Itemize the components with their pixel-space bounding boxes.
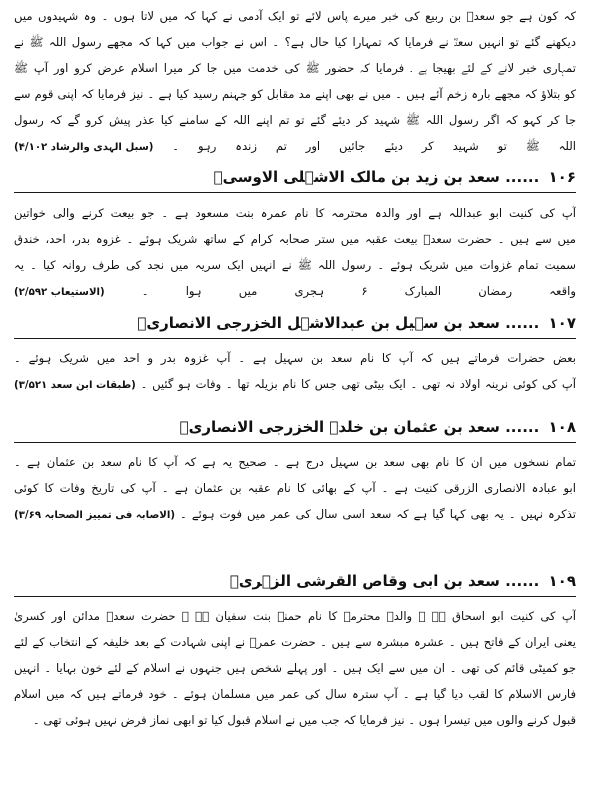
s107-last-text: آپ کی کوئی نرینہ اولاد نہ تھی ۔ ایک بیٹی تھی جس کا نام بزیلہ تھا ۔ وفات ہو گئیں ۔ — [140, 377, 576, 391]
section-title-109: سعد بن ابی وقاص القرشی الزہریؓ — [229, 572, 500, 590]
s108-reference: (الاصابہ فی تمییز الصحابہ ۳/۶۹) — [14, 510, 176, 521]
intro-line-4: کو بتلاؤ کہ مجھے بارہ زخم آئے ہیں ۔ میں نے بھی اپنے مد مقابل کو جہنم رسید کیا ہے ۔ نیز فرمایا کہ اپنی قوم سے — [14, 87, 576, 101]
section-dots: ...... — [505, 572, 540, 590]
s107-last-line — [14, 374, 576, 394]
section-number-109: ۱۰۹ — [548, 572, 576, 590]
s108-line-2: ابو عبادہ الانصاری الزرقی کنیت ہے ۔ آپ کے بھائی کا نام عقبہ بن عثمان ہے ۔ آپ کی تاریخ وفات کا کوئی — [14, 481, 576, 495]
s109-line-1: آپ کی کنیت ابو اسحاق ہے ۔ والدہ محترمہ کا نام حمنہ بنت سفیان ہے ۔ حضرت سعدؓ مدائن اور کسریٰ — [14, 609, 576, 623]
intro-line-3: تمہاری خبر لانے کے لئے بھیجا ہے ۔ فرمایا کہ حضور ﷺ کی خدمت میں جا کر میرا اسلام عرض کرو اور آپ ﷺ — [14, 61, 576, 75]
s109-line-4: فارس الاسلام کا لقب دیا گیا ہے ۔ آپ سترہ سال کی عمر میں مسلمان ہوئے ۔ خود فرماتے ہیں کہ میں اسلام — [14, 687, 576, 701]
s106-line-1: آپ کی کنیت ابو عبداللہ ہے اور والدہ محترمہ کا نام عمرہ بنت مسعود ہے ۔ جو بیعت کرنے والی خواتین — [14, 206, 576, 220]
s107-reference: (طبقات ابن سعد ۳/۵۲۱) — [14, 380, 136, 391]
section-divider — [14, 596, 576, 597]
s108-last-text: تذکرہ نہیں ۔ یہ بھی کہا گیا ہے کہ سعد اسی سال کی عمر میں فوت ہوئے ۔ — [180, 507, 576, 521]
s106-line-2: میں سے ہیں ۔ حضرت سعدؓ بیعت عقبہ میں ستر صحابہ کرام کے ساتھ شریک ہوئے ۔ غزوہ بدر، احد، خندق — [14, 232, 576, 246]
intro-last-text: اللہ ﷺ تو شہید کر دیئے جائیں اور تم زندہ رہو ۔ — [172, 139, 576, 153]
s106-last-line — [14, 281, 576, 301]
intro-last-line — [14, 136, 576, 156]
section-dots: ...... — [505, 418, 540, 436]
section-title-108: سعد بن عثمان بن خلدۃ الخزرجی الانصاریؓ — [179, 418, 500, 436]
s106-line-3: سمیت تمام غزوات میں شریک ہوئے ۔ رسول اللہ ﷺ نے انہیں ایک سریہ میں نجد کی طرف روانہ کیا ۔ یہ — [14, 258, 576, 272]
section-divider — [14, 338, 576, 339]
s107-line-1: بعض حضرات فرماتے ہیں کہ آپ کا نام سعد بن سہیل ہے ۔ آپ غزوہ بدر و احد میں شریک ہوئے ۔ — [14, 351, 576, 365]
section-dots: ...... — [505, 314, 540, 332]
intro-line-1: کہ کون ہے جو سعدؓ بن ربیع کی خبر میرے پاس لائے تو ایک آدمی نے کہا کہ میں لاتا ہوں ۔ وہ شہیدوں میں — [14, 9, 576, 23]
section-divider — [14, 192, 576, 193]
section-number-108: ۱۰۸ — [548, 418, 576, 436]
section-title-107: سعد بن سہیل بن عبدالاشہل الخزرجی الانصاریؓ — [137, 314, 500, 332]
section-number-106: ۱۰۶ — [548, 168, 576, 186]
s109-line-2: یعنی ایران کے فاتح ہیں ۔ عشرہ مبشرہ سے ہیں ۔ حضرت عمرؓ نے اپنی شہادت کے بعد خلیفہ کے انتخاب کے لئے — [14, 635, 576, 649]
section-dots: ...... — [505, 168, 540, 186]
s106-reference: (الاستیعاب ۲/۵۹۲) — [14, 287, 105, 298]
s109-line-3: جو کمیٹی قائم کی تھی ۔ ان میں سے ایک ہیں ۔ اور پہلے شخص ہیں جنہوں نے اسلام کے لئے خون بہایا ۔ انہیں — [14, 661, 576, 675]
section-heading-106 — [14, 164, 576, 190]
s106-last-text: واقعہ رمضان المبارک ۶ ہجری میں ہوا ۔ — [141, 284, 576, 298]
intro-line-2: دیکھنے گئے تو انہیں سعدؓ نے فرمایا کہ تمہارا کیا حال ہے؟ ۔ اس نے جواب میں کہا کہ مجھے رسول اللہ ﷺ نے — [14, 35, 576, 49]
section-number-107: ۱۰۷ — [548, 314, 576, 332]
intro-reference: (سبل الہدی والرشاد ۴/۱۰۲) — [14, 142, 154, 153]
section-divider — [14, 442, 576, 443]
intro-line-5: جا کر کہو کہ اگر رسول اللہ ﷺ شہید کر دیئے گئے تو تم اپنے اللہ کے سامنے کیا عذر پیش کرو گے کہ رسول — [14, 113, 576, 127]
section-heading-109 — [14, 568, 576, 594]
section-heading-107 — [14, 310, 576, 336]
section-title-106: سعد بن زید بن مالک الاشہلی الاوسیؓ — [213, 168, 500, 186]
s109-line-5: قبول کرنے والوں میں تیسرا ہوں ۔ نیز فرمایا کہ جب میں نے اسلام قبول کیا تو ابھی نماز فرض نہیں ہوئی تھی ۔ — [32, 713, 576, 727]
section-heading-108 — [14, 414, 576, 440]
s108-line-1: تمام نسخوں میں ان کا نام بھی سعد بن سہیل درج ہے ۔ صحیح یہ ہے کہ آپ کا نام سعد بن عثمان ہے ۔ — [14, 455, 576, 469]
s108-last-line — [14, 504, 576, 524]
